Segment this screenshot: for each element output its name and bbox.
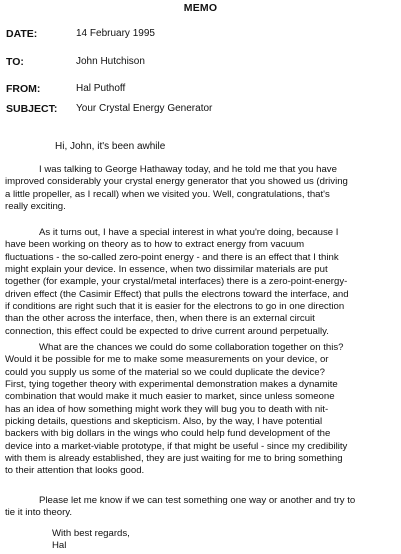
from-label: FROM: bbox=[6, 83, 41, 95]
body-paragraph-2: As it turns out, I have a special interest in what you're doing, because I have been working on theory as to how to extract energy from vacuum fluctuations - the so-called zero-point energy - and there is an effect that I think might explain your device. In essence, when two dissimilar materials are put together (for example, your crystal/metal interfaces) there is a zero-point-energy- driven effect (the Casimir Effect) that pulls the electrons toward the interface, and if conditions are right such that it is easier for the electrons to go in one direction than the other across the interface, then, when there is an external circuit connection, this effect could be expected to drive current around perpetually. bbox=[5, 227, 349, 337]
date-label: DATE: bbox=[6, 28, 38, 40]
subject-value: Your Crystal Energy Generator bbox=[76, 103, 213, 114]
from-value: Hal Puthoff bbox=[76, 83, 126, 94]
greeting: Hi, John, it's been awhile bbox=[55, 141, 166, 152]
closing-line: With best regards, bbox=[52, 528, 130, 539]
subject-label: SUBJECT: bbox=[6, 103, 58, 115]
body-paragraph-1: I was talking to George Hathaway today, and he told me that you have improved considerably your crystal energy generator that you showed us (driving a little propeller, as I recall) when we visited you. Well, congratulations, that's really exciting. bbox=[5, 164, 348, 213]
date-value: 14 February 1995 bbox=[76, 28, 155, 39]
body-paragraph-3: What are the chances we could do some collaboration together on this? Would it be possible for me to make some measurements on your device, or could you supply us some of the material so we could duplicate the device? First, tying together theory with experimental demonstration makes a dynamite combination that would make it much easier to market, since unless someone has an idea of how something might work they will bug you to death with nit- picking details, questions and skepticism. Also, by the way, I have potential backers with big dollars in the wings who could help fund development of the device into a market-viable prototype, if that might be useful - since my credibility with them is already established, they are just waiting for me to bring something to their attention that looks good. bbox=[5, 342, 348, 477]
body-paragraph-4: Please let me know if we can test something one way or another and try to tie it into theory. bbox=[5, 495, 356, 519]
signature: Hal bbox=[52, 540, 67, 551]
to-label: TO: bbox=[6, 56, 24, 68]
to-value: John Hutchison bbox=[76, 56, 145, 67]
memo-title: MEMO bbox=[183, 2, 218, 14]
